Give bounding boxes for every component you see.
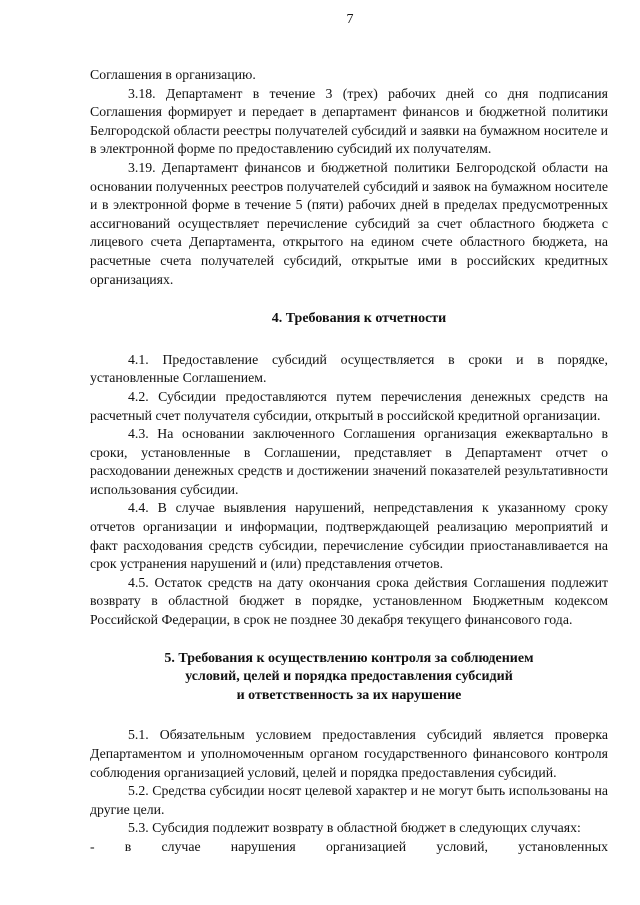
paragraph-5-3: 5.3. Субсидия подлежит возврату в областной бюджет в следующих случаях: [128, 820, 581, 836]
paragraph-continuation: Соглашения в организацию. [90, 67, 256, 82]
section-5-heading [90, 650, 608, 706]
paragraph-3-19: 3.19. Департамент финансов и бюджетной политики Белгородской области на основании полученных реестров получателей субсидий и заявок на бумажном носителе и в электронной форме в течение 5 (пяти) рабочих дней в пределах предусмотренных ассигнований осуществляет перечисление субсидий за счет областного бюджета с лицевого счета Департамента, открытого на едином счете областного бюджета, на расчетные счета получателей субсидий, открытые ими в российских кредитных организациях. [90, 159, 608, 287]
paragraph-4-2: 4.2. Субсидии предоставляются путем перечисления денежных средств на расчетный счет получателя субсидии, открытый в российской кредитной организации. [90, 388, 608, 423]
section-5-heading-line: условий, целей и порядка предоставления субсидий [185, 669, 513, 685]
paragraph-4-1: 4.1. Предоставление субсидий осуществляется в сроки и в порядке, установленные Соглашением. [90, 351, 608, 386]
section-5-heading-line: и ответственность за их нарушение [236, 687, 462, 703]
paragraph-4-5: 4.5. Остаток средств на дату окончания срока действия Соглашения подлежит возврату в областной бюджет в порядке, установленном Бюджетным кодексом Российской Федерации, в срок не позднее 30 декабря текущего финансового года. [90, 574, 608, 628]
document-body [90, 66, 608, 857]
section-5-heading-line: 5. Требования к осуществлению контроля за соблюдением [164, 650, 534, 666]
list-item-5-3-1: - в случае нарушения организацией условий, установленных [90, 838, 608, 854]
page-number: 7 [346, 12, 354, 27]
paragraph-5-2: 5.2. Средства субсидии носят целевой характер и не могут быть использованы на другие цели. [90, 783, 608, 817]
paragraph-3-18: 3.18. Департамент в течение 3 (трех) рабочих дней со дня подписания Соглашения формирует и передает в департамент финансов и бюджетной политики Белгородской области реестры получателей субсидий и заявки на бумажном носителе и в электронной форме по предоставлению субсидий их получателям. [90, 85, 608, 157]
paragraph-4-3: 4.3. На основании заключенного Соглашения организация ежеквартально в сроки, установленные в Соглашении, представляет в Департамент отчет о расходовании денежных средств и достижении значений показателей результативности использования субсидии. [90, 426, 608, 497]
paragraph-5-1: 5.1. Обязательным условием предоставления субсидий является проверка Департаментом и уполномоченным органом государственного финансового контроля соблюдения организацией условий, целей и порядка предоставления субсидий. [90, 727, 608, 780]
paragraph-4-4: 4.4. В случае выявления нарушений, непредставления к указанному сроку отчетов организации и информации, подтверждающей реализацию мероприятий и факт расходования средств субсидии, перечисление субсидии приостанавливается на срок устранения нарушений и (или) представления отчетов. [90, 500, 608, 572]
section-4-heading: 4. Требования к отчетности [271, 311, 447, 327]
